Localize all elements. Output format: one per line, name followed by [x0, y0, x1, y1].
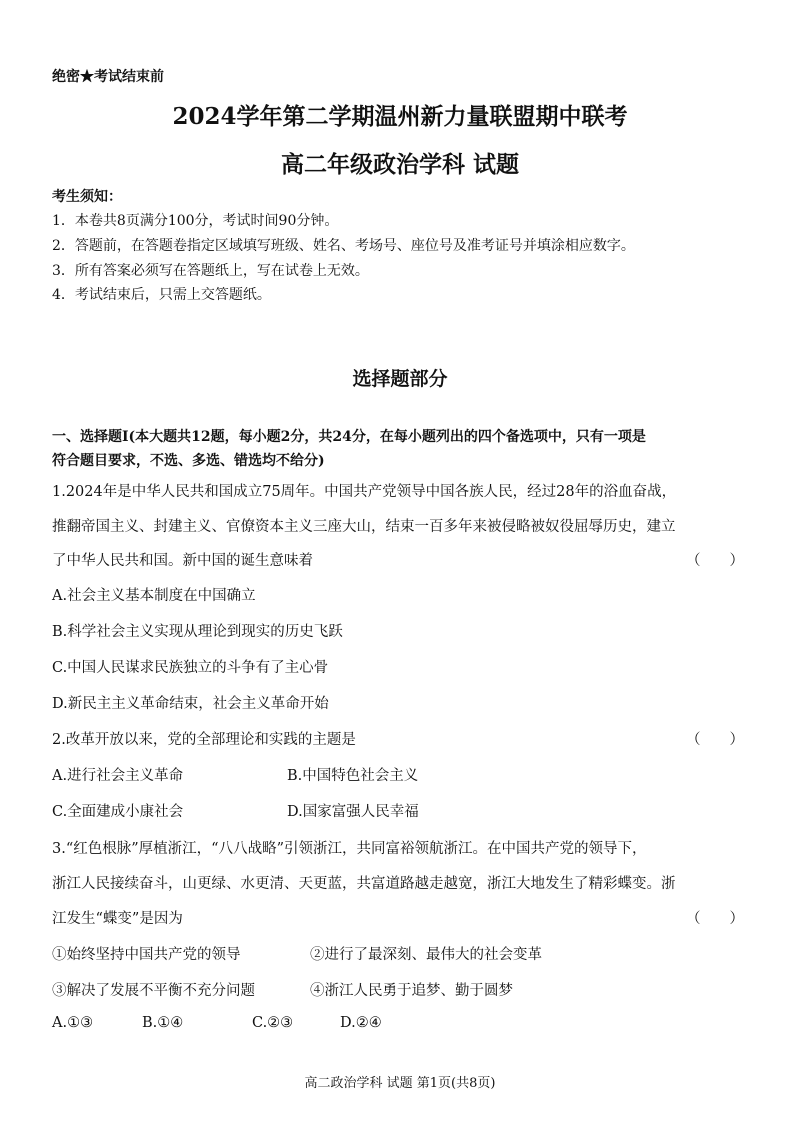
q3-item-3: ③解决了发展不平衡不充分问题: [52, 983, 255, 999]
q1-option-b: B.科学社会主义实现从理论到现实的历史飞跃: [52, 624, 343, 640]
q3-stem-line3: 江发生“蝶变”是因为: [52, 911, 183, 927]
q2-answer-paren: （ ）: [686, 732, 744, 748]
page-footer: 高二政治学科 试题 第1页(共8页): [304, 1076, 496, 1091]
secret-mark: 绝密★考试结束前: [52, 69, 164, 85]
q2-option-d: D.国家富强人民幸福: [287, 804, 419, 820]
q3-item-2: ②进行了最深刻、最伟大的社会变革: [310, 947, 542, 963]
q2-option-b: B.中国特色社会主义: [287, 768, 419, 784]
exam-title: 2024学年第二学期温州新力量联盟期中联考: [172, 103, 628, 130]
q2-option-c: C.全面建成小康社会: [52, 804, 184, 820]
notice-item: 3．所有答案必须写在答题纸上，写在试卷上无效。: [52, 263, 369, 279]
q3-item-1: ①始终坚持中国共产党的领导: [52, 947, 241, 963]
part-instructions-line1: 一、选择题Ⅰ(本大题共12题，每小题2分，共24分，在每小题列出的四个备选项中，只有一项是: [52, 429, 646, 445]
q3-item-4: ④浙江人民勇于追梦、勤于圆梦: [310, 983, 513, 999]
notice-heading: 考生须知：: [52, 189, 122, 205]
q3-stem-line1: 3.“红色根脉”厚植浙江，“八八战略”引领浙江，共同富裕领航浙江。在中国共产党的领导下，: [52, 841, 647, 857]
q3-option-b: B.①④: [142, 1015, 184, 1031]
q1-stem-line1: 1.2024年是中华人民共和国成立75周年。中国共产党领导中国各族人民，经过28年的浴血奋战，: [52, 484, 677, 500]
notice-item: 2．答题前，在答题卷指定区域填写班级、姓名、考场号、座位号及准考证号并填涂相应数字。: [52, 238, 635, 254]
q3-option-c: C.②③: [252, 1015, 294, 1031]
notice-item: 1．本卷共8页满分100分，考试时间90分钟。: [52, 213, 339, 229]
q2-stem: 2.改革开放以来，党的全部理论和实践的主题是: [52, 732, 356, 748]
q3-option-d: D.②④: [340, 1015, 382, 1031]
q1-option-a: A.社会主义基本制度在中国确立: [52, 588, 256, 604]
q3-option-a: A.①③: [52, 1015, 94, 1031]
part-instructions-line2: 符合题目要求，不选、多选、错选均不给分): [52, 453, 325, 469]
q2-option-a: A.进行社会主义革命: [52, 768, 184, 784]
q1-stem-line2: 推翻帝国主义、封建主义、官僚资本主义三座大山，结束一百多年来被侵略被奴役屈辱历史，建立: [52, 519, 676, 535]
q1-stem-line3: 了中华人民共和国。新中国的诞生意味着: [52, 553, 313, 569]
section-title: 选择题部分: [352, 368, 448, 390]
q1-option-c: C.中国人民谋求民族独立的斗争有了主心骨: [52, 660, 329, 676]
q3-stem-line2: 浙江人民接续奋斗，山更绿、水更清、天更蓝，共富道路越走越宽，浙江大地发生了精彩蝶变。浙: [52, 876, 676, 892]
q1-answer-paren: （ ）: [686, 553, 744, 569]
exam-subtitle: 高二年级政治学科 试题: [280, 151, 519, 178]
q1-option-d: D.新民主主义革命结束，社会主义革命开始: [52, 696, 329, 712]
notice-item: 4．考试结束后，只需上交答题纸。: [52, 287, 271, 303]
q3-answer-paren: （ ）: [686, 911, 744, 927]
